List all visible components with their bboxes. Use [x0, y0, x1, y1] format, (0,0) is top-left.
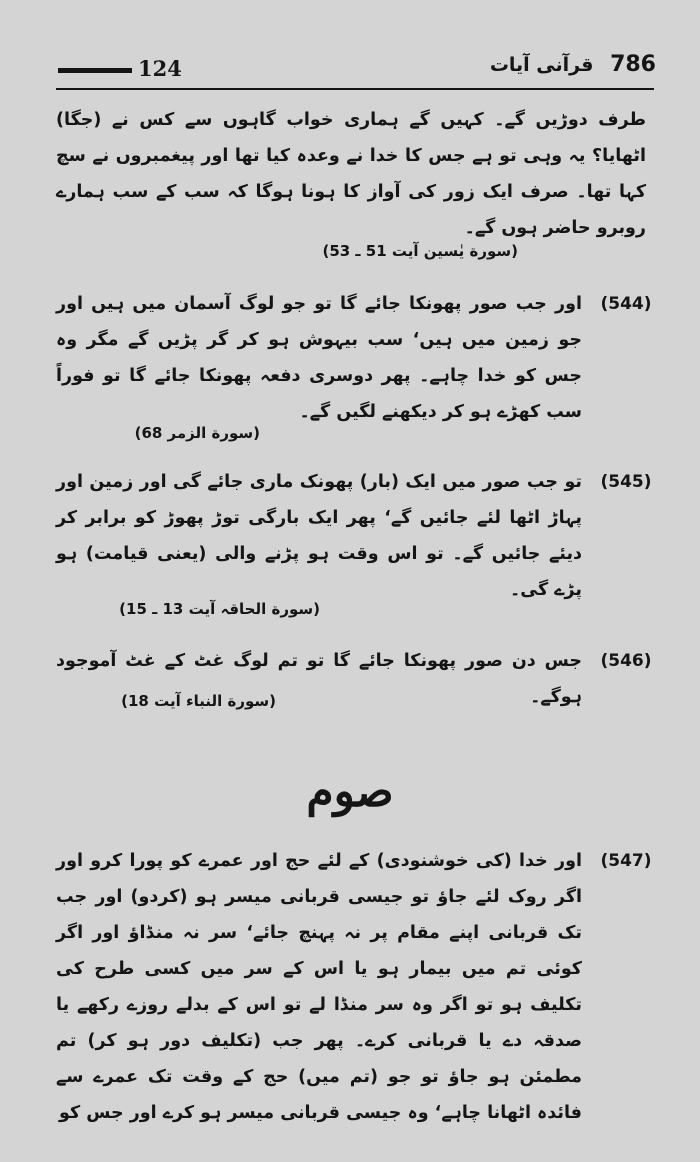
header-rule [56, 88, 654, 90]
chapter-title: قرآنی آیات [489, 54, 594, 76]
entry-number: (545) [600, 472, 652, 492]
entry-text: اور جب صور پھونکا جائے گا تو جو لوگ آسمان میں ہیں اور جو زمین میں ہیں‘ سب بیہوش ہو کر گر پڑیں گے مگر وہ جس کو خدا چاہے۔ پھر دوسری دفعہ پھونکا جائے گا تو فوراً سب کھڑے ہو کر دیکھنے لگیں گے۔ [56, 294, 582, 422]
entry-text: جس دن صور پھونکا جائے گا تو تم لوگ غٹ کے غٹ آموجود ہوگے۔ [56, 651, 582, 707]
section-title: صوم [306, 766, 394, 817]
section-number-header [58, 56, 182, 81]
entry-number: (544) [600, 294, 652, 314]
running-header [490, 52, 656, 77]
continuation-reference: (سورة یٰسین آیت 51 ـ 53) [322, 242, 518, 260]
entry-number: (546) [600, 651, 652, 671]
entry-text: اور خدا (کی خوشنودی) کے لئے حج اور عمرے کو پورا کرو اور اگر روک لئے جاؤ تو جیسی قربانی میسر ہو (کردو) اور جب تک قربانی اپنے مقام پر نہ پہنچ جائے‘ سر نہ منڈاؤ اور اگر کوئی تم میں بیمار ہو یا اس کے سر میں کسی طرح کی تکلیف ہو تو اگر وہ سر منڈا لے تو اس کے بدلے روزے رکھے یا صدقہ دے یا قربانی کرے۔ پھر جب (تکلیف دور ہو کر) تم مطمئن ہو جاؤ تو جو (تم میں) حج کے وقت تک عمرے سے فائدہ اٹھانا چاہے‘ وہ جیسی قربانی میسر ہو کرے اور جس کو [56, 851, 582, 1123]
page-number: 786 [610, 52, 656, 77]
entry-reference-546: (سورة النباء آیت 18) [121, 692, 276, 710]
entry-reference-544: (سورة الزمر 68) [134, 424, 260, 442]
section-number: 124 [138, 56, 182, 81]
entry-number: (547) [600, 851, 652, 871]
entry-reference-545: (سورة الحاقہ آیت 13 ـ 15) [119, 600, 320, 618]
header-bar-mark [58, 68, 132, 73]
continuation-text: طرف دوڑیں گے۔ کہیں گے ہماری خواب گاہوں سے کس نے (جگا) اٹھایا؟ یہ وہی تو ہے جس کا خدا نے وعدہ کیا تھا اور پیغمبروں نے سچ کہا تھا۔ صرف ایک زور کی آواز کا ہونا ہوگا کہ سب کے سب ہمارے روبرو حاضر ہوں گے۔ [56, 110, 646, 238]
entry-text: تو جب صور میں ایک (بار) پھونک ماری جائے گی اور زمین اور پہاڑ اٹھا لئے جائیں گے‘ پھر ایک بارگی توڑ پھوڑ کو برابر کر دیئے جائیں گے۔ تو اس وقت ہو پڑنے والی (یعنی قیامت) ہو پڑے گی۔ [56, 472, 582, 600]
